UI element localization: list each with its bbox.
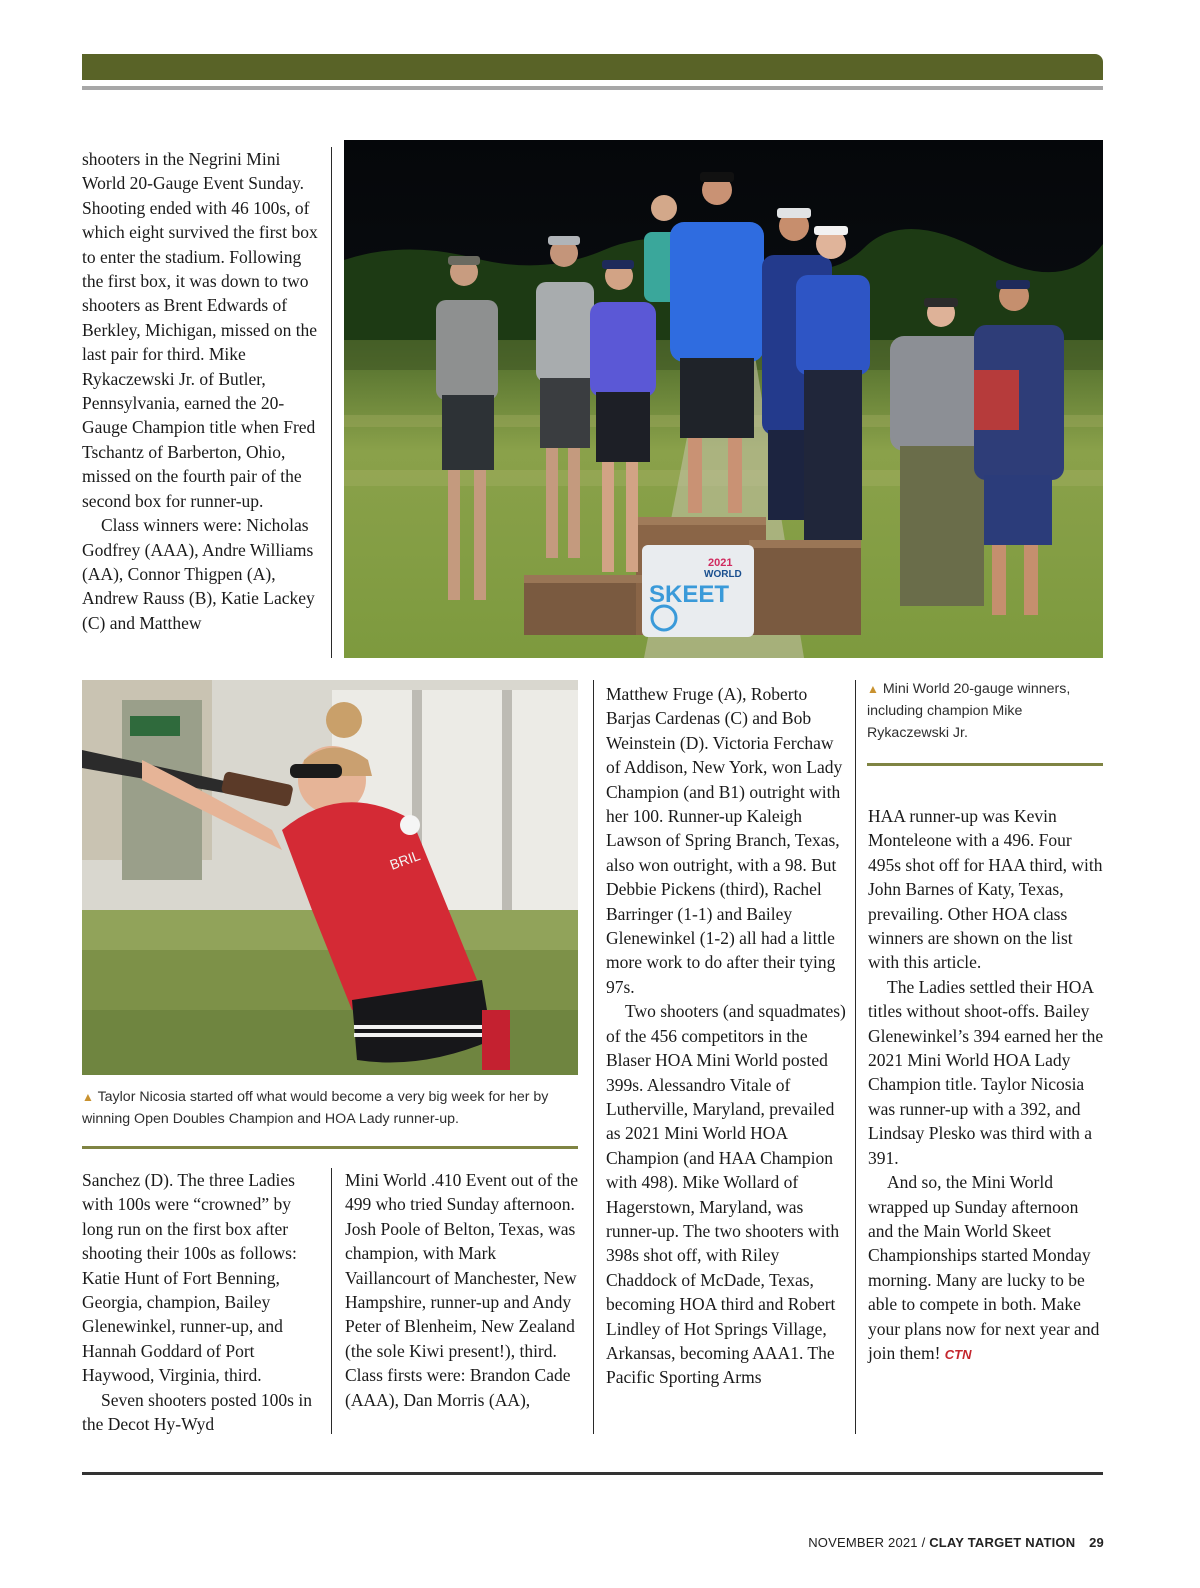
column-divider [331, 147, 332, 658]
podium-sign-year: 2021 [708, 557, 733, 569]
column-2-bottom [345, 1168, 585, 1412]
paragraph: The Ladies settled their HOA titles without shoot-offs. Bailey Glenewinkel’s 394 earned her the 2021 Mini World HOA Lady Champion title. Taylor Nicosia was runner-up with a 392, and Lindsay Plesko was third with a 391. [868, 976, 1104, 1168]
page-footer [808, 1535, 1104, 1550]
paragraph: Mini World .410 Event out of the 499 who tried Sunday afternoon. Josh Poole of Belton, Texas, was champion, with Mark Vaillancourt of Manchester, New Hampshire, runner-up and Andy Peter of Blenheim, New Zealand (the sole Kiwi present!), third. Class firsts were: Brandon Cade (AAA), Dan Morris (AA), [345, 1170, 579, 1410]
podium-photo [344, 140, 1103, 658]
paragraph: Two shooters (and squadmates) of the 456 competitors in the Blaser HOA Mini World posted 399s. Alessandro Vitale of Lutherville, Maryland, prevailed as 2021 Mini World HOA Champion (and HAA Champion with 498). Mike Wollard of Hagerstown, Maryland, was runner-up. The two shooters with 398s shot off, with Riley Chaddock of McDade, Texas, becoming HOA third and Robert Lindley of Hot Springs Village, Arkansas, becoming AAA1. The Pacific Sporting Arms [606, 1001, 846, 1388]
triangle-bullet-icon: ▲ [82, 1090, 94, 1104]
paragraph: Sanchez (D). The three Ladies with 100s were “crowned” by long run on the first box after shooting their 100s as follows: Katie Hunt of Fort Benning, Georgia, champion, Bailey Glenewinkel, runner-up, and Hannah Goddard of Port Haywood, Virginia, third. [82, 1170, 297, 1386]
caption-text: Mini World 20-gauge winners, including champion Mike Rykaczewski Jr. [867, 681, 1071, 741]
column-divider [331, 1168, 332, 1434]
header-rule [82, 86, 1103, 90]
podium-sign-word: WORLD [704, 569, 742, 580]
column-1-bottom [82, 1168, 322, 1436]
footer-separator: / [921, 1535, 926, 1550]
ctn-end-mark: CTN [944, 1346, 972, 1362]
paragraph: shooters in the Negrini Mini World 20-Gauge Event Sunday. Shooting ended with 46 100s, of which eight survived the first box to enter the stadium. Following the first box, it was down to two shooters as Brent Edwards of Berkley, Michigan, missed on the last pair for third. Mike Rykaczewski Jr. of Butler, Pennsylvania, earned the 20-Gauge Champion title when Fred Tschantz of Barberton, Ohio, missed on the fourth pair of the second box for runner-up. [82, 149, 318, 511]
paragraph [868, 1170, 1104, 1367]
footer-magazine: CLAY TARGET NATION [929, 1535, 1076, 1550]
column-1-top [82, 147, 322, 635]
caption-rule [867, 763, 1103, 766]
shirt-text: BRIL [387, 847, 423, 873]
shooter-photo [82, 680, 578, 1075]
paragraph: Class winners were: Nicholas Godfrey (AAA), Andre Williams (AA), Connor Thigpen (A), Andrew Rauss (B), Katie Lackey (C) and Matthew [82, 515, 315, 633]
column-divider [855, 680, 856, 1434]
page-number: 29 [1089, 1535, 1104, 1550]
triangle-bullet-icon: ▲ [867, 682, 879, 696]
header-bar [82, 54, 1103, 80]
paragraph: HAA runner-up was Kevin Monteleone with a 496. Four 495s shot off for HAA third, with John Barnes of Katy, Texas, prevailing. Other HOA class winners are shown on the list with this article. [868, 806, 1103, 973]
footer-month: NOVEMBER 2021 [808, 1535, 918, 1550]
column-4 [868, 804, 1104, 1367]
column-3 [606, 682, 846, 1390]
shooter-photo-caption [82, 1086, 582, 1130]
caption-rule [82, 1146, 578, 1149]
paragraph: Seven shooters posted 100s in the Decot Hy-Wyd [82, 1389, 312, 1435]
footer-rule [82, 1472, 1103, 1475]
column-divider [593, 680, 594, 1434]
podium-photo-caption [867, 678, 1103, 744]
caption-text: Taylor Nicosia started off what would become a very big week for her by winning Open Doubles Champion and HOA Lady runner-up. [82, 1089, 549, 1127]
closing-text: And so, the Mini World wrapped up Sunday afternoon and the Main World Skeet Championships started Monday morning. Many are lucky to be able to compete in both. Make your plans now for next year and join them! [868, 1172, 1100, 1363]
podium-sign-logo: SKEET [649, 581, 730, 608]
paragraph: Matthew Fruge (A), Roberto Barjas Cardenas (C) and Bob Weinstein (D). Victoria Ferchaw of Addison, New York, won Lady Champion (and B1) outright with her 100. Runner-up Kaleigh Lawson of Spring Branch, Texas, also won outright, with a 98. But Debbie Pickens (third), Rachel Barringer (1-1) and Bailey Glenewinkel (1-2) all had a little more work to do after their tying 97s. [606, 684, 843, 997]
